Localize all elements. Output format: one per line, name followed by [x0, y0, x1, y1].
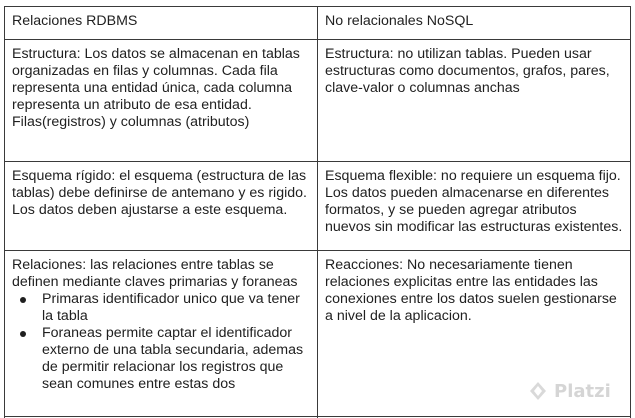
table-header-row — [5, 7, 631, 40]
cell-nosql-structure: Estructura: no utilizan tablas. Pueden usar estructuras como documentos, grafos, pares, clave-valor o columnas anchas — [318, 40, 631, 162]
cell-nosql-schema: Esquema flexible: no requiere un esquema fijo. Los datos pueden almacenarse en diferentes formatos, y se pueden agregar atributos nuevos sin modificar las estructuras existentes. — [318, 162, 631, 251]
platzi-watermark — [528, 376, 635, 406]
relations-intro: Relaciones: las relaciones entre tablas se definen mediante claves primarias y foraneas — [12, 257, 298, 290]
cell-rdbms-schema: Esquema rígido: el esquema (estructura de las tablas) debe definirse de antemano y es rigido. Los datos deben ajustarse a este esquema. — [5, 162, 318, 251]
cell-rdbms-relations — [5, 251, 318, 417]
table-row-structure — [5, 40, 631, 162]
cell-nosql-relations: Reacciones: No necesariamente tienen relaciones explicitas entre las entidades las conexiones entre los datos suelen gestionarse a nivel de la aplicacion. — [318, 251, 631, 417]
list-item-primary-key: Primaras identificador unico que va tener la tabla — [42, 291, 310, 325]
header-rdbms: Relaciones RDBMS — [5, 7, 318, 40]
platzi-logo-icon — [528, 381, 548, 401]
relations-key-list — [12, 291, 310, 393]
comparison-table — [4, 6, 631, 418]
cell-rdbms-structure: Estructura: Los datos se almacenan en tablas organizadas en filas y columnas. Cada fila representa una entidad única, cada columna representa un atributo de esa entidad. Filas(registros) y columnas (atributos) — [5, 40, 318, 162]
platzi-watermark-text: Platzi — [554, 380, 611, 402]
table-row-schema — [5, 162, 631, 251]
list-item-foreign-key: Foraneas permite captar el identificador externo de una tabla secundaria, ademas de permitir relacionar los registros que sean comunes entre estas dos — [42, 325, 310, 393]
header-nosql: No relacionales NoSQL — [318, 7, 631, 40]
